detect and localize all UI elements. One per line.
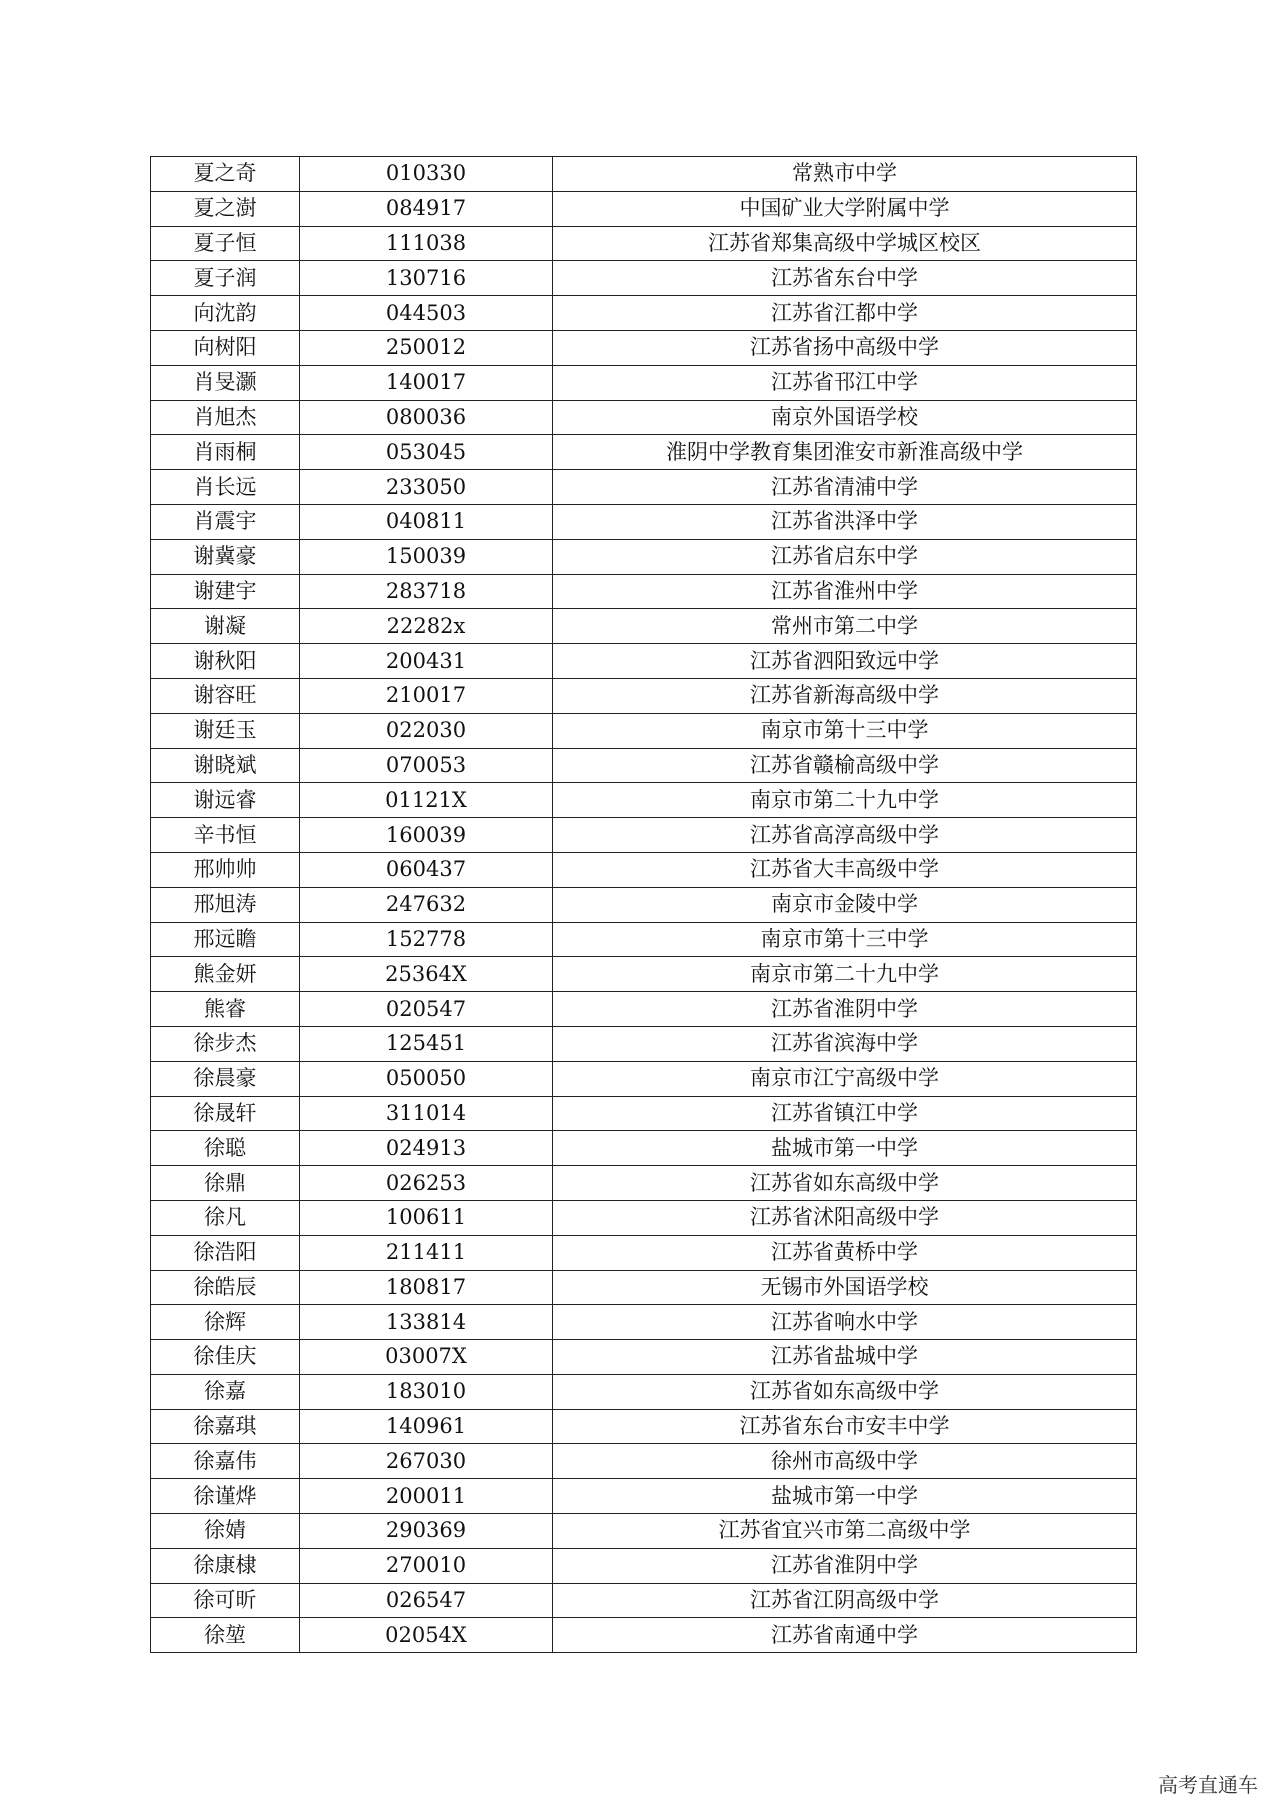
table-row (151, 435, 1137, 470)
school-name-cell: 江苏省江都中学 (553, 296, 1137, 331)
table-row (151, 1548, 1137, 1583)
table-row (151, 852, 1137, 887)
school-name-cell: 南京市第二十九中学 (553, 957, 1137, 992)
student-id-cell: 010330 (300, 157, 553, 192)
student-name-cell: 谢远睿 (151, 783, 300, 818)
student-name-cell: 夏子恒 (151, 226, 300, 261)
student-id-cell: 290369 (300, 1514, 553, 1549)
student-id-cell: 125451 (300, 1026, 553, 1061)
student-id-cell: 111038 (300, 226, 553, 261)
student-id-cell: 150039 (300, 539, 553, 574)
student-id-cell: 183010 (300, 1374, 553, 1409)
table-row (151, 1061, 1137, 1096)
school-name-cell: 南京市第十三中学 (553, 922, 1137, 957)
school-name-cell: 江苏省启东中学 (553, 539, 1137, 574)
student-name-cell: 徐婧 (151, 1514, 300, 1549)
student-name-cell: 辛书恒 (151, 818, 300, 853)
student-id-cell: 053045 (300, 435, 553, 470)
student-name-cell: 谢廷玉 (151, 713, 300, 748)
student-name-cell: 徐鼎 (151, 1166, 300, 1201)
student-id-cell: 084917 (300, 191, 553, 226)
school-name-cell: 江苏省淮阴中学 (553, 992, 1137, 1027)
school-name-cell: 江苏省江阴高级中学 (553, 1583, 1137, 1618)
school-name-cell: 江苏省郑集高级中学城区校区 (553, 226, 1137, 261)
table-row (151, 1340, 1137, 1375)
table-row (151, 992, 1137, 1027)
student-id-cell: 140017 (300, 365, 553, 400)
student-name-cell: 谢建宇 (151, 574, 300, 609)
student-name-cell: 向树阳 (151, 330, 300, 365)
student-name-cell: 徐堃 (151, 1618, 300, 1653)
table-row (151, 1374, 1137, 1409)
table-row (151, 1618, 1137, 1653)
student-name-cell: 徐嘉伟 (151, 1444, 300, 1479)
student-name-cell: 肖雨桐 (151, 435, 300, 470)
student-id-cell: 040811 (300, 504, 553, 539)
student-id-cell: 020547 (300, 992, 553, 1027)
student-name-cell: 夏之奇 (151, 157, 300, 192)
school-name-cell: 江苏省东台中学 (553, 261, 1137, 296)
table-row (151, 748, 1137, 783)
student-id-cell: 180817 (300, 1270, 553, 1305)
student-id-cell: 044503 (300, 296, 553, 331)
school-name-cell: 江苏省泗阳致远中学 (553, 644, 1137, 679)
table-row (151, 644, 1137, 679)
student-id-cell: 200431 (300, 644, 553, 679)
school-name-cell: 江苏省淮州中学 (553, 574, 1137, 609)
table-row (151, 678, 1137, 713)
student-name-cell: 邢帅帅 (151, 852, 300, 887)
table-row (151, 783, 1137, 818)
school-name-cell: 南京市江宁高级中学 (553, 1061, 1137, 1096)
student-id-cell: 024913 (300, 1131, 553, 1166)
school-name-cell: 徐州市高级中学 (553, 1444, 1137, 1479)
table-row (151, 887, 1137, 922)
student-id-cell: 130716 (300, 261, 553, 296)
student-name-cell: 徐谨烨 (151, 1479, 300, 1514)
table-row (151, 400, 1137, 435)
table-row (151, 539, 1137, 574)
school-name-cell: 江苏省东台市安丰中学 (553, 1409, 1137, 1444)
student-id-cell: 160039 (300, 818, 553, 853)
student-id-cell: 250012 (300, 330, 553, 365)
student-id-cell: 200011 (300, 1479, 553, 1514)
student-id-cell: 152778 (300, 922, 553, 957)
school-name-cell: 江苏省新海高级中学 (553, 678, 1137, 713)
school-name-cell: 南京市第十三中学 (553, 713, 1137, 748)
table-row (151, 957, 1137, 992)
student-id-cell: 026547 (300, 1583, 553, 1618)
student-id-cell: 211411 (300, 1235, 553, 1270)
table-row (151, 1235, 1137, 1270)
school-name-cell: 南京市金陵中学 (553, 887, 1137, 922)
table-row (151, 296, 1137, 331)
table-row (151, 1270, 1137, 1305)
student-name-cell: 徐聪 (151, 1131, 300, 1166)
student-name-cell: 邢远瞻 (151, 922, 300, 957)
student-id-cell: 311014 (300, 1096, 553, 1131)
student-id-cell: 03007X (300, 1340, 553, 1375)
student-name-cell: 徐佳庆 (151, 1340, 300, 1375)
school-name-cell: 江苏省沭阳高级中学 (553, 1200, 1137, 1235)
table-row (151, 1200, 1137, 1235)
table-row (151, 609, 1137, 644)
table-row (151, 1514, 1137, 1549)
table-row (151, 330, 1137, 365)
student-id-cell: 080036 (300, 400, 553, 435)
table-row (151, 261, 1137, 296)
student-id-cell: 026253 (300, 1166, 553, 1201)
table-row (151, 1409, 1137, 1444)
table-row (151, 922, 1137, 957)
school-name-cell: 江苏省黄桥中学 (553, 1235, 1137, 1270)
student-name-cell: 徐辉 (151, 1305, 300, 1340)
student-id-cell: 283718 (300, 574, 553, 609)
school-name-cell: 江苏省宜兴市第二高级中学 (553, 1514, 1137, 1549)
table-row (151, 1444, 1137, 1479)
student-roster-table (150, 156, 1137, 1653)
table-row (151, 1096, 1137, 1131)
table-row (151, 1479, 1137, 1514)
student-name-cell: 肖旻灏 (151, 365, 300, 400)
student-name-cell: 谢晓斌 (151, 748, 300, 783)
table-row (151, 713, 1137, 748)
student-id-cell: 060437 (300, 852, 553, 887)
table-row (151, 1026, 1137, 1061)
table-row (151, 226, 1137, 261)
school-name-cell: 江苏省高淳高级中学 (553, 818, 1137, 853)
school-name-cell: 常熟市中学 (553, 157, 1137, 192)
table-row (151, 1166, 1137, 1201)
student-name-cell: 邢旭涛 (151, 887, 300, 922)
school-name-cell: 南京外国语学校 (553, 400, 1137, 435)
student-name-cell: 谢容旺 (151, 678, 300, 713)
student-id-cell: 070053 (300, 748, 553, 783)
student-name-cell: 夏子润 (151, 261, 300, 296)
student-name-cell: 肖震宇 (151, 504, 300, 539)
student-id-cell: 140961 (300, 1409, 553, 1444)
student-id-cell: 133814 (300, 1305, 553, 1340)
student-name-cell: 徐浩阳 (151, 1235, 300, 1270)
student-name-cell: 徐凡 (151, 1200, 300, 1235)
student-id-cell: 01121X (300, 783, 553, 818)
student-name-cell: 熊金妍 (151, 957, 300, 992)
student-id-cell: 247632 (300, 887, 553, 922)
student-id-cell: 210017 (300, 678, 553, 713)
student-name-cell: 肖旭杰 (151, 400, 300, 435)
school-name-cell: 江苏省如东高级中学 (553, 1374, 1137, 1409)
student-id-cell: 022030 (300, 713, 553, 748)
school-name-cell: 江苏省清浦中学 (553, 470, 1137, 505)
student-id-cell: 22282x (300, 609, 553, 644)
student-name-cell: 谢凝 (151, 609, 300, 644)
student-name-cell: 徐嘉琪 (151, 1409, 300, 1444)
school-name-cell: 南京市第二十九中学 (553, 783, 1137, 818)
school-name-cell: 江苏省邗江中学 (553, 365, 1137, 400)
student-name-cell: 徐步杰 (151, 1026, 300, 1061)
student-name-cell: 徐嘉 (151, 1374, 300, 1409)
student-name-cell: 谢秋阳 (151, 644, 300, 679)
student-id-cell: 270010 (300, 1548, 553, 1583)
student-id-cell: 100611 (300, 1200, 553, 1235)
student-id-cell: 02054X (300, 1618, 553, 1653)
school-name-cell: 中国矿业大学附属中学 (553, 191, 1137, 226)
school-name-cell: 江苏省洪泽中学 (553, 504, 1137, 539)
student-id-cell: 25364X (300, 957, 553, 992)
school-name-cell: 盐城市第一中学 (553, 1131, 1137, 1166)
table-row (151, 470, 1137, 505)
table-row (151, 574, 1137, 609)
school-name-cell: 江苏省响水中学 (553, 1305, 1137, 1340)
roster-body (151, 157, 1137, 1653)
student-name-cell: 徐可昕 (151, 1583, 300, 1618)
student-name-cell: 谢冀豪 (151, 539, 300, 574)
school-name-cell: 常州市第二中学 (553, 609, 1137, 644)
table-row (151, 365, 1137, 400)
student-name-cell: 徐晟轩 (151, 1096, 300, 1131)
school-name-cell: 江苏省盐城中学 (553, 1340, 1137, 1375)
school-name-cell: 江苏省如东高级中学 (553, 1166, 1137, 1201)
student-name-cell: 肖长远 (151, 470, 300, 505)
student-name-cell: 徐晨豪 (151, 1061, 300, 1096)
school-name-cell: 江苏省大丰高级中学 (553, 852, 1137, 887)
student-id-cell: 267030 (300, 1444, 553, 1479)
student-name-cell: 夏之澍 (151, 191, 300, 226)
school-name-cell: 淮阴中学教育集团淮安市新淮高级中学 (553, 435, 1137, 470)
table-row (151, 1131, 1137, 1166)
table-row (151, 157, 1137, 192)
table-row (151, 191, 1137, 226)
student-name-cell: 徐皓辰 (151, 1270, 300, 1305)
table-row (151, 1583, 1137, 1618)
student-name-cell: 熊睿 (151, 992, 300, 1027)
school-name-cell: 江苏省滨海中学 (553, 1026, 1137, 1061)
table-row (151, 1305, 1137, 1340)
student-id-cell: 233050 (300, 470, 553, 505)
school-name-cell: 江苏省扬中高级中学 (553, 330, 1137, 365)
student-name-cell: 向沈韵 (151, 296, 300, 331)
student-id-cell: 050050 (300, 1061, 553, 1096)
school-name-cell: 江苏省淮阴中学 (553, 1548, 1137, 1583)
school-name-cell: 江苏省镇江中学 (553, 1096, 1137, 1131)
student-name-cell: 徐康棣 (151, 1548, 300, 1583)
school-name-cell: 江苏省赣榆高级中学 (553, 748, 1137, 783)
site-watermark: 高考直通车 (1158, 1773, 1258, 1797)
school-name-cell: 江苏省南通中学 (553, 1618, 1137, 1653)
table-row (151, 504, 1137, 539)
school-name-cell: 无锡市外国语学校 (553, 1270, 1137, 1305)
school-name-cell: 盐城市第一中学 (553, 1479, 1137, 1514)
table-row (151, 818, 1137, 853)
